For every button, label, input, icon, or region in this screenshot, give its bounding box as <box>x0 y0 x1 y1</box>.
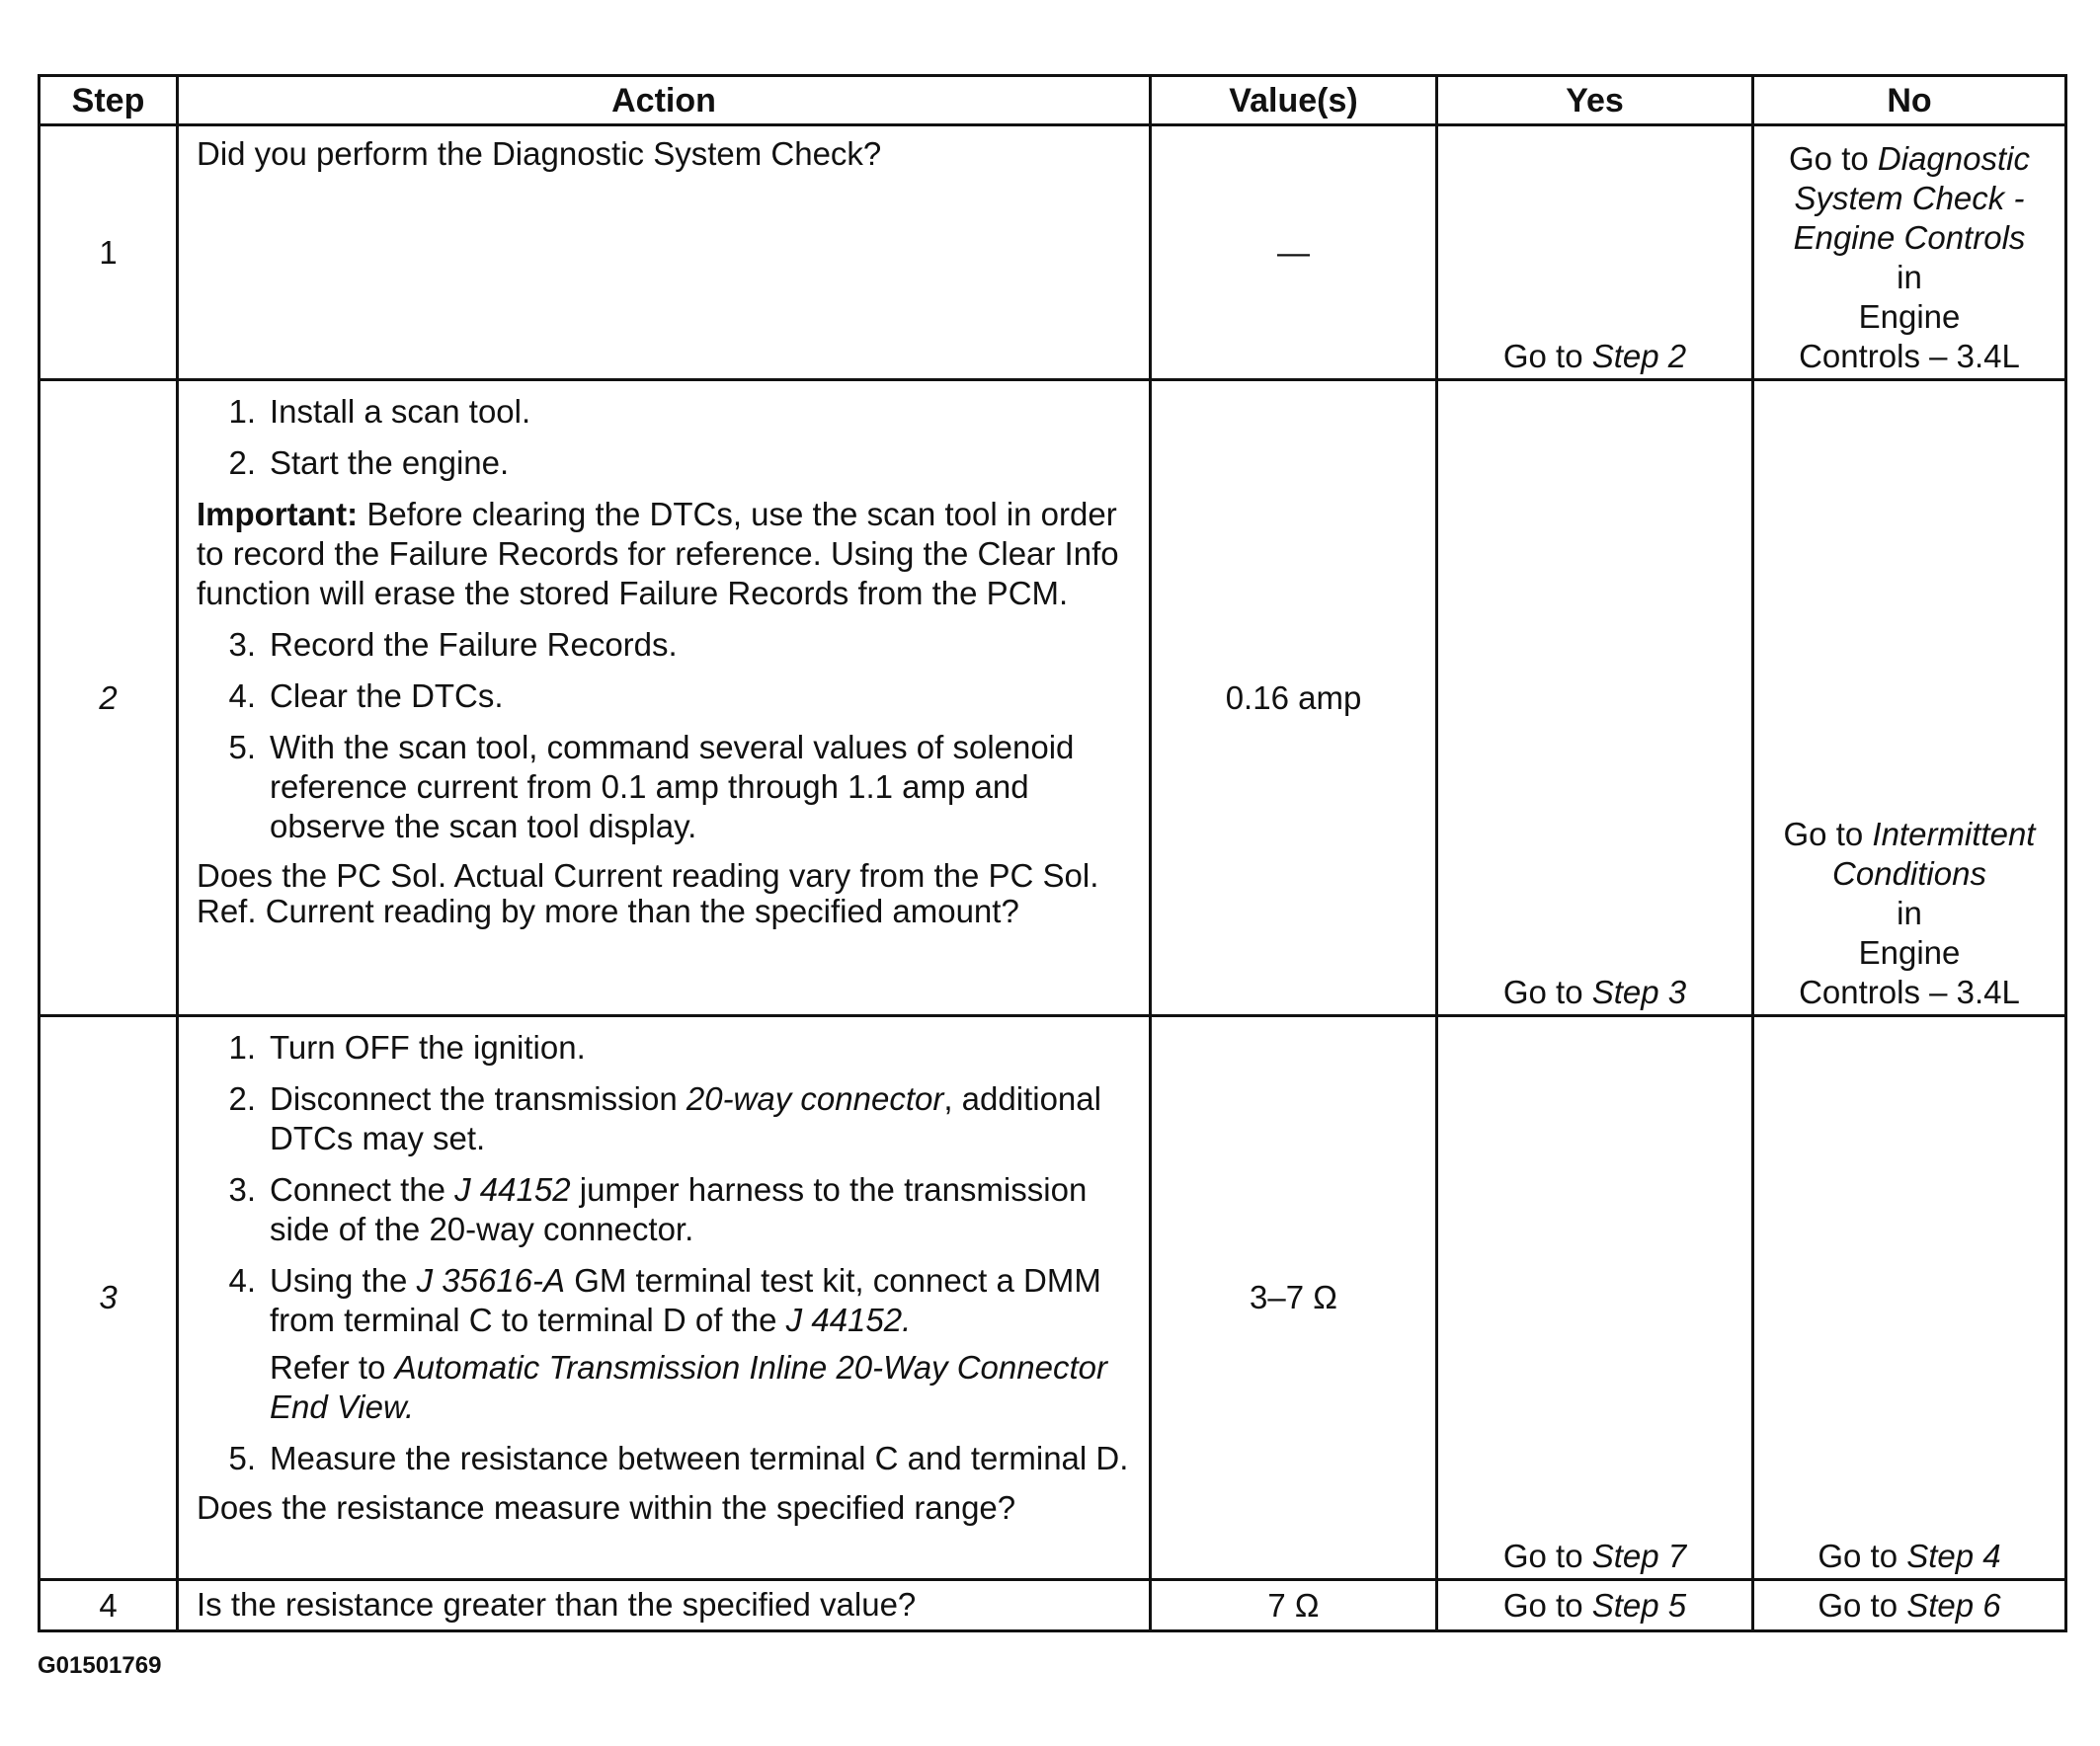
no-goto[interactable] <box>1754 139 2064 376</box>
item-text: Start the engine. <box>270 444 510 481</box>
header-row <box>40 76 2066 125</box>
list-item <box>197 392 1135 432</box>
item-text: With the scan tool, command several values of solenoid reference current from 0.1 amp through 1.1 amp and observe the scan tool display. <box>270 729 1075 844</box>
item-number: 5. <box>228 1440 256 1476</box>
tool-link[interactable]: J 44152. <box>785 1302 912 1338</box>
item-number: 1. <box>228 1029 256 1066</box>
step-number: 3 <box>40 1016 178 1580</box>
step-number: 4 <box>40 1580 178 1631</box>
text-run: GM terminal test kit, connect a DMM from terminal C to terminal D of the <box>270 1262 1101 1338</box>
list-item <box>197 1170 1135 1249</box>
action-question: Does the PC Sol. Actual Current reading vary from the PC Sol. Ref. Current reading by more than the specified amount? <box>197 857 1099 929</box>
action-cell <box>178 125 1151 380</box>
step-link[interactable]: Step 6 <box>1906 1586 2001 1624</box>
tool-link[interactable]: J 35616-A <box>416 1262 566 1299</box>
list-item <box>197 1028 1135 1068</box>
manual-name: Controls – 3.4L <box>1799 974 2020 1010</box>
action-cell <box>178 1580 1151 1631</box>
diagnostic-table-container <box>38 74 2064 1632</box>
value-cell: 3–7 Ω <box>1151 1016 1437 1580</box>
goto-prefix: Go to <box>1789 140 1878 177</box>
text-run: Using the <box>270 1262 417 1299</box>
no-goto[interactable] <box>1754 815 2064 1012</box>
item-number: 2. <box>228 444 256 481</box>
text-run: Refer to <box>270 1349 395 1386</box>
no-cell <box>1753 1580 2066 1631</box>
table-row-step-4 <box>40 1580 2066 1631</box>
doc-link[interactable]: Engine Controls <box>1793 219 2026 256</box>
in-label: in <box>1897 259 1922 295</box>
item-number: 3. <box>228 1171 256 1208</box>
action-question: Does the resistance measure within the specified range? <box>197 1489 1016 1526</box>
yes-cell <box>1437 1016 1753 1580</box>
text-run: Disconnect the transmission <box>270 1080 687 1117</box>
list-item <box>197 625 1135 665</box>
no-goto[interactable] <box>1754 1537 2064 1576</box>
tool-link[interactable]: J 44152 <box>454 1171 571 1208</box>
item-text: Turn OFF the ignition. <box>270 1029 586 1066</box>
yes-cell <box>1437 125 1753 380</box>
header-no: No <box>1753 76 2066 125</box>
step-link[interactable]: Step 3 <box>1591 974 1687 1010</box>
goto-prefix: Go to <box>1502 1586 1592 1624</box>
header-action: Action <box>178 76 1151 125</box>
manual-name: Engine <box>1858 934 1961 971</box>
list-item <box>197 1439 1135 1478</box>
important-text: Before clearing the DTCs, use the scan tool in order to record the Failure Records for reference. Using the Clear Info function will erase the stored Failure Records from the PCM. <box>197 496 1119 611</box>
table-row-step-3 <box>40 1016 2066 1580</box>
goto-prefix: Go to <box>1817 1586 1907 1624</box>
no-cell <box>1753 125 2066 380</box>
header-step: Step <box>40 76 178 125</box>
item-text: Install a scan tool. <box>270 393 531 430</box>
goto-prefix: Go to <box>1502 974 1592 1010</box>
no-cell <box>1753 1016 2066 1580</box>
value-cell: 0.16 amp <box>1151 380 1437 1016</box>
goto-prefix: Go to <box>1502 338 1592 374</box>
list-item <box>197 1079 1135 1158</box>
figure-id: G01501769 <box>38 1652 162 1679</box>
list-item <box>197 728 1135 846</box>
item-number: 4. <box>228 1262 256 1299</box>
item-text: Record the Failure Records. <box>270 626 678 663</box>
item-number: 2. <box>228 1080 256 1117</box>
value-cell: 7 Ω <box>1151 1580 1437 1631</box>
yes-cell <box>1437 380 1753 1016</box>
header-yes: Yes <box>1437 76 1753 125</box>
goto-prefix: Go to <box>1817 1538 1907 1574</box>
header-values: Value(s) <box>1151 76 1437 125</box>
yes-cell <box>1437 1580 1753 1631</box>
step-link[interactable]: Step 7 <box>1591 1538 1687 1574</box>
list-item <box>197 1261 1135 1340</box>
yes-goto[interactable] <box>1438 1537 1751 1576</box>
yes-goto[interactable] <box>1438 973 1751 1012</box>
diagnostic-table <box>38 74 2067 1632</box>
doc-link[interactable]: Automatic Transmission Inline 20-Way Connector End View. <box>270 1349 1107 1425</box>
step-link[interactable]: Step 5 <box>1591 1586 1687 1624</box>
in-label: in <box>1897 895 1922 931</box>
text-run: jumper harness to the transmission side of the 20-way connector. <box>270 1171 1088 1247</box>
goto-prefix: Go to <box>1783 816 1873 852</box>
item-text <box>270 1261 1135 1340</box>
step-link[interactable]: Step 2 <box>1591 338 1687 374</box>
important-label: Important: <box>197 496 359 532</box>
important-note <box>197 495 1135 613</box>
table-row-step-2 <box>40 380 2066 1016</box>
doc-link[interactable]: Intermittent <box>1872 816 2036 852</box>
item-number: 1. <box>228 393 256 430</box>
action-question: Is the resistance greater than the specified value? <box>197 1586 917 1623</box>
item-text: Measure the resistance between terminal C and terminal D. <box>270 1440 1129 1476</box>
step-link[interactable]: Step 4 <box>1906 1538 2001 1574</box>
item-number: 3. <box>228 626 256 663</box>
text-run-italic: 20-way connector <box>686 1080 944 1117</box>
no-cell <box>1753 380 2066 1016</box>
table-row-step-1 <box>40 125 2066 380</box>
manual-name: Controls – 3.4L <box>1799 338 2020 374</box>
item-text <box>270 1079 1135 1158</box>
step-number: 1 <box>40 125 178 380</box>
doc-link[interactable]: Diagnostic <box>1877 140 2030 177</box>
no-goto[interactable] <box>1754 1586 2064 1626</box>
text-run: , additional DTCs may set. <box>270 1080 1101 1156</box>
item-number: 4. <box>228 677 256 714</box>
value-cell: — <box>1151 125 1437 380</box>
item-text <box>270 1170 1135 1249</box>
doc-link[interactable]: System Check - <box>1794 180 2025 216</box>
action-cell <box>178 380 1151 1016</box>
goto-prefix: Go to <box>1502 1538 1592 1574</box>
list-item <box>197 676 1135 716</box>
list-item <box>197 443 1135 483</box>
manual-name: Engine <box>1858 298 1961 335</box>
item-number: 5. <box>228 729 256 765</box>
doc-link[interactable]: Conditions <box>1832 855 1986 892</box>
text-run: Connect the <box>270 1171 455 1208</box>
step-number: 2 <box>40 380 178 1016</box>
yes-goto[interactable] <box>1438 1586 1751 1626</box>
action-question: Did you perform the Diagnostic System Check? <box>197 135 882 172</box>
item-text: Clear the DTCs. <box>270 677 504 714</box>
reference-note <box>270 1348 1135 1427</box>
yes-goto[interactable] <box>1438 337 1751 376</box>
action-cell <box>178 1016 1151 1580</box>
